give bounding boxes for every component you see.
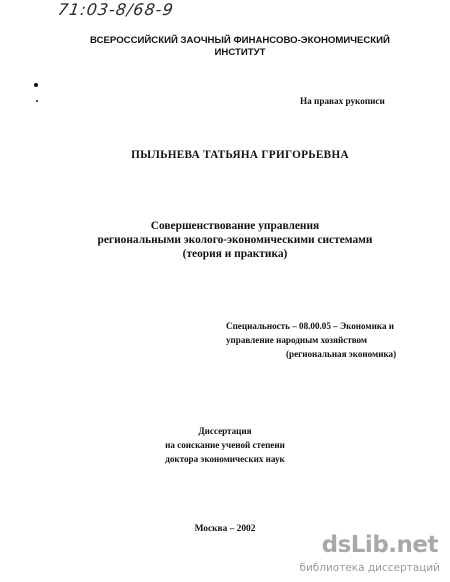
institute-name bbox=[60, 35, 420, 59]
scan-speck bbox=[34, 83, 38, 87]
handwritten-catalog-number: 71:03-8/68-9 bbox=[56, 0, 176, 19]
scan-speck bbox=[36, 100, 38, 102]
degree-line-1: Диссертация bbox=[198, 426, 252, 436]
specialty-line-3: (региональная экономика) bbox=[286, 349, 397, 359]
specialty-block bbox=[226, 319, 436, 361]
specialty-line-1: Специальность – 08.00.05 – Экономика и bbox=[226, 321, 395, 331]
title-line-1: Совершенствование управления bbox=[150, 220, 320, 232]
institute-line-1: ВСЕРОССИЙСКИЙ ЗАОЧНЫЙ ФИНАНСОВО-ЭКОНОМИЧЕСКИЙ bbox=[90, 35, 390, 46]
watermark-subtitle: библиотека диссертаций bbox=[299, 562, 440, 574]
degree-block bbox=[130, 424, 320, 466]
manuscript-note: На правах рукописи bbox=[300, 96, 385, 106]
degree-line-2: на соискание ученой степени bbox=[165, 440, 285, 450]
watermark-logo: dsLib.net bbox=[321, 532, 438, 558]
author-name: ПЫЛЬНЕВА ТАТЬЯНА ГРИГОРЬЕВНА bbox=[131, 149, 349, 161]
place-and-year: Москва – 2002 bbox=[194, 524, 256, 534]
title-line-3: (теория и практика) bbox=[182, 248, 288, 260]
degree-line-3: доктора экономических наук bbox=[165, 454, 285, 464]
specialty-line-2: управление народным хозяйством bbox=[226, 335, 368, 345]
dslib-watermark bbox=[299, 532, 446, 578]
title-line-2: региональными эколого-экономическими системами bbox=[97, 234, 373, 246]
dissertation-title bbox=[70, 219, 400, 261]
institute-line-2: ИНСТИТУТ bbox=[214, 47, 266, 58]
